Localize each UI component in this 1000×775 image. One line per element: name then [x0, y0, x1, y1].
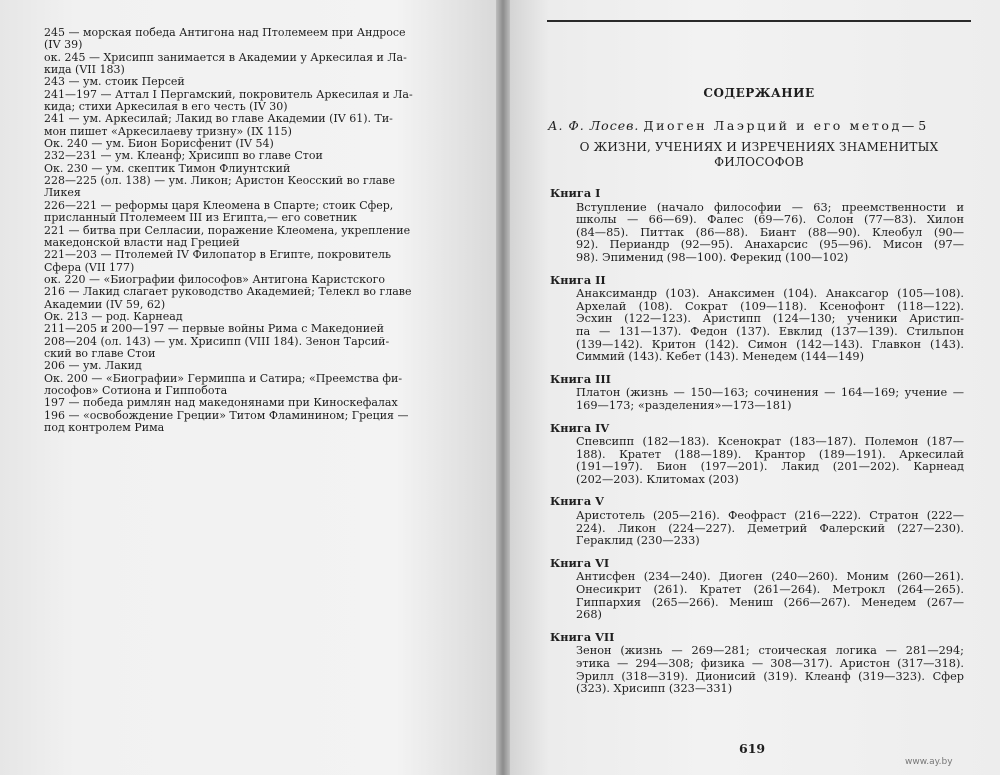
book-title: Книга VII — [550, 629, 615, 644]
chronology-line: Ок. 240 — ум. Бион Борисфенит (IV 54) — [44, 137, 274, 151]
book-contents-line: Гераклид (230—233) — [576, 534, 700, 548]
page-number: 619 — [739, 741, 766, 756]
book-contents-line: этика — 294—308; физика — 308—317). Аристон (317—318). — [576, 657, 964, 670]
chronology-line: 245 — морская победа Антигона над Птолемеем при Андросе — [44, 26, 406, 39]
book-section — [550, 631, 964, 696]
book-contents-line: Онесикрит (261). Кратет (261—264). Метрокл (264—265). — [576, 583, 964, 597]
chronology-line: ский во главе Стои — [44, 346, 156, 360]
chronology-line: 232—231 — ум. Клеанф; Хрисипп во главе Стои — [44, 149, 323, 163]
book-contents-line: (191—197). Бион (197—201). Лакид (201—202). Карнеад — [576, 460, 964, 474]
section-title — [547, 140, 971, 170]
section-title-line: ФИЛОСОФОВ — [714, 155, 804, 169]
book-gutter — [496, 0, 510, 775]
book-contents-line: (323). Хрисипп (323—331) — [576, 682, 733, 696]
book-contents-line: Зенон (жизнь — 269—281; стоическая логика — 281—294; — [576, 644, 964, 658]
book-contents — [550, 571, 964, 621]
book-contents-line: Эрилл (318—319). Дионисий (319). Клеанф (319—323). Сфер — [576, 669, 964, 683]
book-contents-line: Анаксимандр (103). Анаксимен (104). Анаксагор (105—108). — [576, 287, 964, 301]
book-contents-line: (202—203). Клитомах (203) — [576, 472, 739, 486]
chronology-line: 216 — Лакид слагает руководство Академией; Телекл во главе — [44, 285, 412, 299]
book-contents — [550, 288, 964, 364]
book-contents-line: Вступление (начало философии — 63; преемственности и — [576, 200, 964, 214]
book-section — [550, 274, 964, 364]
book-contents-line: (139—142). Критон (142). Симон (142—143). Главкон (143). — [576, 337, 964, 351]
chronology-line: присланный Птолемеем III из Египта,— его советник — [44, 211, 358, 225]
chronology-line: македонской власти над Грецией — [44, 235, 240, 249]
book-contents-line: Гиппархия (265—266). Мениш (266—267). Менедем (267— — [576, 595, 964, 609]
book-contents-line: (84—85). Питтак (86—88). Биант (88—90). Клеобул (90— — [576, 225, 964, 239]
contents-heading: СОДЕРЖАНИЕ — [703, 86, 815, 100]
book-title: Книга IV — [550, 420, 610, 435]
book-contents — [550, 645, 964, 695]
chronology-line: лософов» Сотиона и Гиппобота — [44, 383, 228, 397]
chronology-line: 241—197 — Аттал I Пергамский, покровитель Аркесилая и Ла- — [44, 87, 413, 101]
book-section — [550, 187, 964, 265]
book-contents-line: Архелай (108). Сократ (109—118). Ксенофонт (118—122). — [576, 299, 964, 313]
chronology-line: мон пишет «Аркесилаеву тризну» (IX 115) — [44, 124, 292, 138]
chronology-line: ок. 245 — Хрисипп занимается в Академии у Аркесилая и Ла- — [44, 50, 407, 64]
intro-entry — [548, 118, 972, 133]
chronology-list — [44, 27, 464, 434]
book-contents — [550, 202, 964, 265]
book-contents-line: 188). Кратет (188—189). Крантор (189—191). Аркесилай — [576, 447, 964, 461]
book-title: Книга III — [550, 371, 611, 386]
chronology-line: кида (VII 183) — [44, 63, 125, 77]
top-rule — [547, 20, 971, 22]
book-contents-line: Аристотель (205—216). Феофраст (216—222). Стратон (222— — [576, 509, 964, 523]
chronology-line: 196 — «освобождение Греции» Титом Фламинином; Греция — — [44, 408, 409, 422]
chronology-line: Сфера (VII 177) — [44, 260, 135, 274]
chronology-line: Ок. 213 — род. Карнеад — [44, 309, 183, 323]
chronology-line: 221—203 — Птолемей IV Филопатор в Египте, покровитель — [44, 248, 391, 262]
book-contents-line: Симмий (143). Кебет (143). Менедем (144—149) — [576, 350, 864, 364]
book-contents-line: Платон (жизнь — 150—163; сочинения — 164—169; учение — — [576, 386, 964, 400]
chronology-line: (IV 39) — [44, 38, 83, 52]
book-contents-line: школы — 66—69). Фалес (69—76). Солон (77—83). Хилон — [576, 213, 964, 227]
book-title: Книга II — [550, 272, 606, 287]
book-section — [550, 495, 964, 547]
chronology-line: 243 — ум. стоик Персей — [44, 75, 185, 89]
book-contents-line: па — 131—137). Федон (137). Евклид (137—139). Стильпон — [576, 324, 964, 338]
book-title: Книга V — [550, 494, 604, 509]
chronology-line: ок. 220 — «Биографии философов» Антигона Каристского — [44, 272, 385, 286]
book-contents-line: Антисфен (234—240). Диоген (240—260). Моним (260—261). — [576, 570, 964, 584]
chronology-line: 208—204 (ол. 143) — ум. Хрисипп (VIII 184). Зенон Тарсий- — [44, 334, 390, 348]
book-contents-line: 169—173; «разделения»—173—181) — [576, 398, 792, 412]
book-contents-line: 98). Эпименид (98—100). Ферекид (100—102) — [576, 250, 849, 264]
book-contents — [550, 436, 964, 486]
chronology-line: 211—205 и 200—197 — первые войны Рима с Македонией — [44, 322, 384, 336]
chronology-line: Ок. 230 — ум. скептик Тимон Флиунтский — [44, 161, 291, 175]
chronology-line: 197 — победа римлян над македонянами при Киноскефалах — [44, 396, 398, 410]
intro-page: — 5 — [901, 118, 927, 133]
book-section — [550, 373, 964, 413]
book-contents — [550, 387, 964, 412]
chronology-line: 228—225 (ол. 138) — ум. Ликон; Аристон Кеосский во главе — [44, 174, 395, 188]
book-section — [550, 557, 964, 622]
watermark: www.ay.by — [905, 757, 953, 767]
intro-title: Диоген Лаэрций и его метод — [643, 118, 902, 133]
book-contents-line: 268) — [576, 608, 602, 622]
chronology-line: 206 — ум. Лакид — [44, 359, 142, 373]
chronology-line: кида; стихи Аркесилая в его честь (IV 30) — [44, 100, 288, 114]
book-title: Книга I — [550, 186, 601, 200]
chronology-line: под контролем Рима — [44, 421, 165, 434]
books-list — [550, 187, 964, 696]
book-title: Книга VI — [550, 555, 610, 570]
book-contents-line: 224). Ликон (224—227). Деметрий Фалерский (227—230). — [576, 521, 964, 535]
chronology-line: Ликея — [44, 186, 81, 200]
chronology-line: Академии (IV 59, 62) — [44, 297, 166, 311]
book-contents-line: 92). Периандр (92—95). Анахарсис (95—96). Мисон (97— — [576, 238, 964, 252]
intro-author: А. Ф. Лосев. — [548, 118, 640, 133]
book-contents-line: Эсхин (122—123). Аристипп (124—130; ученики Аристип- — [576, 312, 964, 326]
chronology-line: 241 — ум. Аркесилай; Лакид во главе Академии (IV 61). Ти- — [44, 112, 393, 126]
chronology-line: Ок. 200 — «Биографии» Гермиппа и Сатира; «Преемства фи- — [44, 371, 403, 385]
book-contents-line: Спевсипп (182—183). Ксенократ (183—187). Полемон (187— — [576, 435, 964, 449]
book-contents — [550, 510, 964, 548]
book-section — [550, 422, 964, 487]
section-title-line: О ЖИЗНИ, УЧЕНИЯХ И ИЗРЕЧЕНИЯХ ЗНАМЕНИТЫХ — [579, 140, 939, 154]
chronology-line: 221 — битва при Селласии, поражение Клеомена, укрепление — [44, 223, 411, 237]
chronology-line: 226—221 — реформы царя Клеомена в Спарте; стоик Сфер, — [44, 198, 394, 212]
